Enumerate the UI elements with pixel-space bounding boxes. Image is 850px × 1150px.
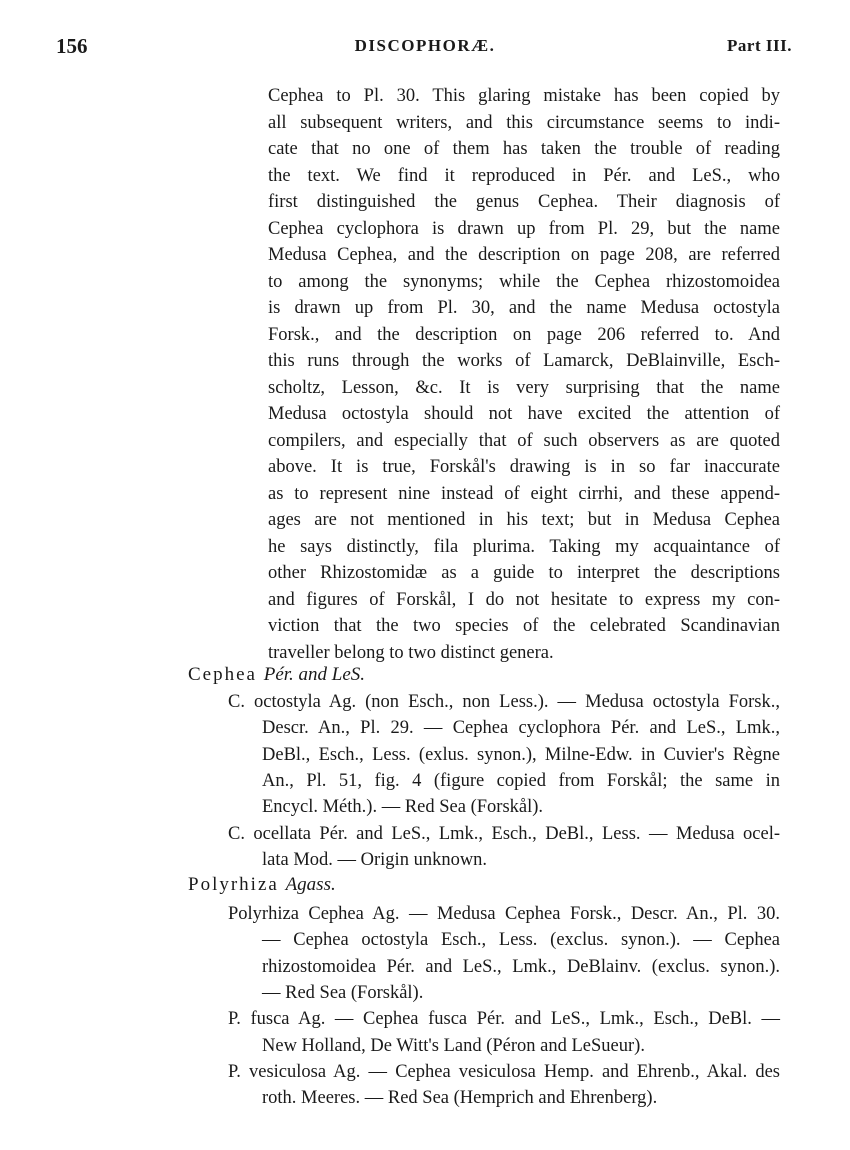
text-line: — Red Sea (Forskål).	[262, 982, 424, 1003]
running-title: DISCOPHORÆ.	[354, 36, 496, 55]
text-line: Medusa Cephea, and the description on page 208, are referred	[268, 245, 780, 265]
genus-authority: Pér. and LeS.	[263, 664, 366, 685]
text-line: ages are not mentioned in his text; but in Medusa Cephea	[268, 510, 780, 530]
text-line: traveller belong to two distinct genera.	[268, 642, 554, 663]
text-line: as to represent nine instead of eight cirrhi, and these append-	[268, 483, 780, 504]
text-line: C. ocellata Pér. and LeS., Lmk., Esch., DeBl., Less. — Medusa ocel-	[228, 823, 780, 844]
text-line: lata Mod. — Origin unknown.	[262, 849, 488, 870]
text-line: is drawn up from Pl. 30, and the name Medusa octostyla	[268, 298, 780, 318]
text-line: P. fusca Ag. — Cephea fusca Pér. and LeS., Lmk., Esch., DeBl. —	[228, 1009, 780, 1030]
text-line: Descr. An., Pl. 29. — Cephea cyclophora Pér. and LeS., Lmk.,	[262, 718, 780, 739]
text-line: other Rhizostomidæ as a guide to interpret the descriptions	[268, 563, 780, 583]
text-line: An., Pl. 51, fig. 4 (figure copied from Forskål; the same in	[262, 770, 780, 791]
text-line: above. It is true, Forskål's drawing is in so far inaccurate	[268, 457, 780, 477]
text-line: first distinguished the genus Cephea. Their diagnosis of	[268, 192, 780, 212]
text-line: to among the synonyms; while the Cephea rhizostomoidea	[268, 271, 780, 292]
page-number: 156	[56, 34, 88, 58]
genus-name: Polyrhiza	[188, 874, 279, 895]
text-line: he says distinctly, fila plurima. Taking my acquaintance of	[268, 536, 780, 557]
text-line: cate that no one of them has taken the trouble of reading	[268, 139, 780, 159]
genus-authority: Agass.	[285, 874, 336, 895]
text-line: the text. We find it reproduced in Pér. and LeS., who	[268, 165, 780, 186]
text-line: Polyrhiza Cephea Ag. — Medusa Cephea Forsk., Descr. An., Pl. 30.	[228, 904, 780, 924]
text-line: Medusa octostyla should not have excited the attention of	[268, 404, 780, 424]
text-line: Encycl. Méth.). — Red Sea (Forskål).	[262, 797, 544, 818]
text-line: scholtz, Lesson, &c. It is very surprising that the name	[268, 377, 780, 398]
genus-heading-cephea	[188, 662, 365, 688]
text-line: — Cephea octostyla Esch., Less. (exclus. synon.). — Cephea	[262, 930, 780, 951]
text-line: compilers, and especially that of such observers as are quoted	[268, 430, 780, 451]
text-line: viction that the two species of the celebrated Scandinavian	[268, 616, 780, 636]
genus-heading-polyrhiza	[188, 872, 336, 898]
text-line: Cephea cyclophora is drawn up from Pl. 29, but the name	[268, 218, 780, 239]
genus-name: Cephea	[188, 664, 257, 685]
text-line: P. vesiculosa Ag. — Cephea vesiculosa Hemp. and Ehrenb., Akal. des	[228, 1061, 780, 1082]
text-line: this runs through the works of Lamarck, DeBlainville, Esch-	[268, 351, 780, 371]
text-line: Cephea to Pl. 30. This glaring mistake has been copied by	[268, 86, 780, 106]
text-line: all subsequent writers, and this circumstance seems to indi-	[268, 112, 780, 133]
text-line: C. octostyla Ag. (non Esch., non Less.). — Medusa octostyla Forsk.,	[228, 692, 780, 712]
text-line: Forsk., and the description on page 206 referred to. And	[268, 324, 780, 345]
part-label: Part III.	[727, 36, 792, 55]
text-line: DeBl., Esch., Less. (exlus. synon.), Milne-Edw. in Cuvier's Règne	[262, 744, 780, 765]
text-line: and figures of Forskål, I do not hesitate to express my con-	[268, 589, 780, 610]
text-line: rhizostomoidea Pér. and LeS., Lmk., DeBlainv. (exclus. synon.).	[262, 956, 780, 977]
text-line: New Holland, De Witt's Land (Péron and LeSueur).	[262, 1035, 645, 1056]
text-line: roth. Meeres. — Red Sea (Hemprich and Ehrenberg).	[262, 1088, 658, 1109]
page-header	[0, 34, 850, 62]
